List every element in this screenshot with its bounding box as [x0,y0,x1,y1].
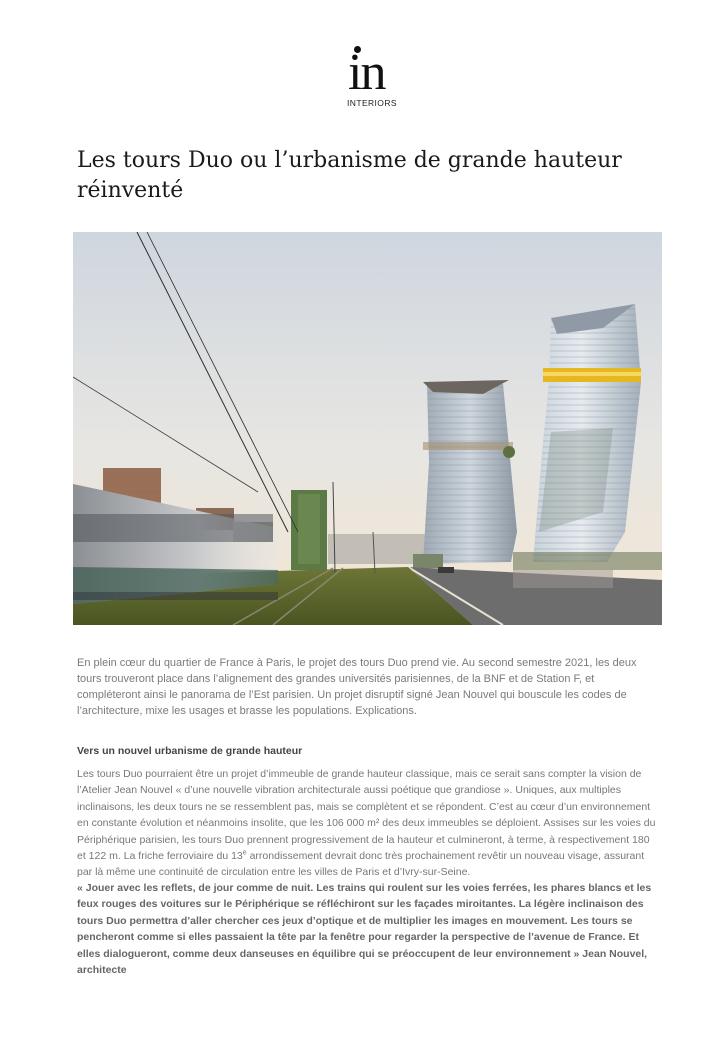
logo-wordmark: INTERIORS [347,98,397,108]
logo-glyph: in [348,44,385,101]
section-heading: Vers un nouvel urbanisme de grande hauteur [77,745,303,757]
logo-mark [340,44,400,101]
body-paragraph [77,766,659,881]
body-text-part-1: Les tours Duo pourraient être un projet d’immeuble de grande hauteur classique, mais ce serait sans compter la vision de l’Atelier Jean Nouvel « d’une nouvelle vibration architecturale aussi poétique que grandiose ». Uniques, aux multiples inclinaisons, les deux tours ne se ressemblent pas, mais se complètent et se répondent. C’est au cœur d’un environnement en constante évolution et néanmoins insolite, que les 106 000 m² des deux immeubles se déploient. Assises sur les voies du Périphérique parisien, les tours Duo prennent progressivement de la hauteur et culmineront, à terme, à respectivement 180 et 122 m. La friche ferroviaire du 13 [77,768,656,863]
brand-logo[interactable] [340,44,400,114]
ordinal-suffix: e [242,849,247,857]
architect-quote: « Jouer avec les reflets, de jour comme de nuit. Les trains qui roulent sur les voies ferrées, les phares blancs et les feux rouges des voitures sur le Périphérique se réfléchiront sur les façades miroitantes. La légère inclinaison des tours Duo permettra d’aller chercher ces jeux d’optique et de multiplier les images en mouvement. Les tours se pencheront comme si elles passaient la tête par la fenêtre pour regarder la perspective de l’avenue de France. Et elles dialogueront, comme deux danseuses en équilibre qui se préoccupent de leur environnement » Jean Nouvel, architecte [77,882,652,977]
article-lead: En plein cœur du quartier de France à Paris, le projet des tours Duo prend vie. Au second semestre 2021, les deux tours trouveront place dans l’alignement des grandes universités parisiennes, de la BNF et de Station F, et compléteront ainsi le panorama de l’Est parisien. Un projet disruptif signé Jean Nouvel qui bouscule les codes de l’architecture, mixe les usages et brasse les populations. Explications. [77,657,637,717]
article-title: Les tours Duo ou l’urbanisme de grande hauteur réinventé [77,148,622,203]
body-text-part-2: arrondissement devrait donc très prochainement revêtir un nouveau visage, assurant par là même une continuité de circulation entre les villes de Paris et d’Ivry-sur-Seine. [77,850,645,879]
hero-image [73,232,662,625]
